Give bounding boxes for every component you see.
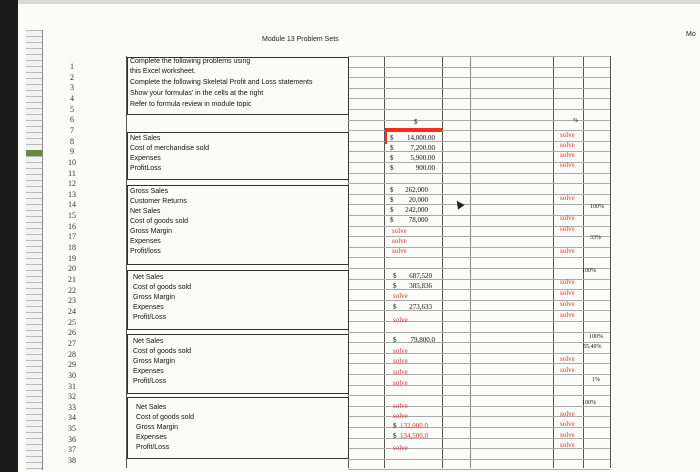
block5-label: Cost of goods sold [136,414,194,421]
block4-label: Gross Margin [133,358,176,365]
block2-label: Cost of goods sold [130,218,188,225]
b2-solve[interactable]: solve [392,227,407,235]
grid-row-line [348,374,610,375]
block3-label: Gross Margin [133,294,176,301]
block5-label: Net Sales [136,404,167,411]
b3-value[interactable]: 273,633 [409,303,432,311]
vertical-ruler [26,30,43,470]
row-number: 31 [68,381,76,391]
row-number: 15 [68,211,76,221]
row-number: 38 [68,456,76,466]
grid-row-line [348,469,610,470]
row-number: 14 [68,200,76,210]
row-number: 2 [70,72,74,82]
right-solve[interactable]: solve [560,214,575,222]
b3-solve[interactable]: solve [393,316,408,324]
b3-dollar: $ [393,303,397,311]
b4-solve[interactable]: solve [393,368,408,376]
row-number: 8 [70,136,74,146]
row-number: 23 [68,296,76,306]
right-solve[interactable]: solve [560,441,575,449]
instruction-line-4: Show your formulas' in the cells at the right [130,90,264,97]
header-dollar: $ [414,118,418,126]
right-pct: 33% [590,235,601,241]
row-number: 12 [68,179,76,189]
b3-dollar: $ [393,282,397,290]
instruction-line-5: Refer to formula review in module topic [130,101,252,108]
block4-label: Profit/Loss [133,378,167,385]
right-solve[interactable]: solve [560,278,575,286]
row-number: 6 [70,115,74,125]
right-solve[interactable]: solve [560,161,575,169]
grid-row-line [348,109,610,110]
b1-value[interactable]: 900.00 [415,164,435,172]
row-number: 7 [70,125,74,135]
right-solve[interactable]: solve [560,194,575,202]
b2-solve[interactable]: solve [392,247,407,255]
row-number: 29 [68,360,76,370]
b5-dollar: $ [393,432,397,440]
window-left-edge [0,0,18,472]
b2-dollar: $ [390,196,394,204]
block2-label: Gross Margin [130,228,173,235]
right-solve[interactable]: solve [560,151,575,159]
block3-label: Cost of goods sold [133,284,191,291]
b1-value[interactable]: 7,200.00 [410,144,435,152]
grid-row-line [348,236,610,237]
block2-label: Profit/loss [130,248,161,255]
row-number: 3 [70,83,74,93]
b2-value[interactable]: 242,000 [405,206,428,214]
block2-label: Customer Returns [130,198,187,205]
b2-dollar: $ [390,206,394,214]
row-number: 27 [68,338,76,348]
b5-value[interactable]: 132,000.0 [400,422,428,430]
b1-dollar: $ [390,144,394,152]
row-number: 10 [68,157,76,167]
b1-dollar: $ [390,134,394,142]
grid-row-line [348,98,610,99]
right-solve[interactable]: solve [560,247,575,255]
block2-label: Expenses [130,238,161,245]
row-number: 32 [68,392,76,402]
row-number: 33 [68,402,76,412]
block5-label: Gross Margin [136,424,179,431]
b1-dollar: $ [390,154,394,162]
b2-dollar: $ [390,216,394,224]
b4-solve[interactable]: solve [393,347,408,355]
b1-value[interactable]: 5,900.00 [410,154,435,162]
row-number: 28 [68,349,76,359]
grid-row-line [348,385,610,386]
block1-label: Cost of merchandise sold [130,145,209,152]
grid-line [610,56,611,468]
grid-row-line [348,406,610,407]
block3-label: Net Sales [133,274,164,281]
block1-label: ProfitLoss [130,165,162,172]
right-pct: 1% [592,377,600,383]
block2-label: Gross Sales [130,188,169,195]
b5-dollar: $ [393,422,397,430]
row-number: 34 [68,413,76,423]
row-number: 20 [68,264,76,274]
block3-label: Profit/Loss [133,314,167,321]
row-number: 37 [68,445,76,455]
b4-value[interactable]: 79,800.0 [410,336,435,344]
right-pct: 100% [590,204,604,210]
highlight [385,128,442,132]
row-number: 13 [68,189,76,199]
instruction-line-2: this Excel worksheet. [130,68,196,75]
right-solve[interactable]: solve [560,420,575,428]
grid-row-line [348,67,610,68]
grid-row-line [348,120,610,121]
row-number: 36 [68,434,76,444]
b4-solve[interactable]: solve [393,357,408,365]
right-solve[interactable]: solve [560,131,575,139]
right-solve[interactable]: solve [560,300,575,308]
instruction-line-3: Complete the following Skeletal Profit and Loss statements [130,79,313,86]
row-number: 26 [68,328,76,338]
row-number: 11 [68,168,76,178]
row-number: 5 [70,104,74,114]
b2-value[interactable]: 20,000 [408,196,428,204]
grid-row-line [348,257,610,258]
grid-row-line [348,395,610,396]
block2-label: Net Sales [130,208,161,215]
block4-label: Expenses [133,368,164,375]
b2-value[interactable]: 262,000 [405,186,428,194]
block1-label: Net Sales [130,135,161,142]
row-number: 22 [68,285,76,295]
instruction-line-1: Complete the following problems using [130,58,251,65]
b4-dollar: $ [393,336,397,344]
b3-dollar: $ [393,272,397,280]
row-number: 19 [68,253,76,263]
block5-label: Expenses [136,434,167,441]
ruler-marker [26,150,42,156]
pct-header: % [573,118,578,124]
right-solve[interactable]: solve [560,141,575,149]
row-number: 18 [68,243,76,253]
b5-solve[interactable]: solve [393,444,408,452]
right-solve[interactable]: solve [560,225,575,233]
b4-solve[interactable]: solve [393,379,408,387]
grid-row-line [348,321,610,322]
b2-solve[interactable]: solve [392,237,407,245]
right-pct: 55.40% [583,344,602,350]
b5-solve[interactable]: solve [393,412,408,420]
right-pct: 100% [582,400,596,406]
block3-label: Expenses [133,304,164,311]
grid-row-line [348,268,610,269]
row-number: 1 [70,62,74,71]
row-number: 30 [68,370,76,380]
b2-value[interactable]: 78,000 [408,216,428,224]
row-number: 4 [70,93,74,103]
right-solve[interactable]: solve [560,410,575,418]
row-number: 24 [68,306,76,316]
grid-row-line [348,459,610,460]
block1-label: Expenses [130,155,161,162]
row-number: 21 [68,275,76,284]
b2-dollar: $ [390,186,394,194]
row-number: 17 [68,232,76,242]
right-solve[interactable]: solve [560,366,575,374]
b3-value[interactable]: 385,836 [409,282,432,290]
right-pct: 100% [589,334,603,340]
grid-row-line [348,183,610,184]
row-number: 16 [68,221,76,231]
grid-row-line [348,363,610,364]
block4-label: Cost of goods sold [133,348,191,355]
grid-row-line [348,56,610,57]
b1-dollar: $ [390,164,394,172]
grid-row-line [348,353,610,354]
row-number: 25 [68,317,76,327]
right-solve[interactable]: solve [560,311,575,319]
corner-text: Mo [686,31,696,38]
page-title: Module 13 Problem Sets [262,36,339,43]
grid-row-line [348,332,610,333]
grid-row-line [348,77,610,78]
b5-solve[interactable]: solve [393,402,408,410]
row-number: 9 [70,147,74,157]
right-solve[interactable]: solve [560,355,575,363]
right-pct: 100% [582,268,596,274]
row-number: 35 [68,424,76,434]
right-solve[interactable]: solve [560,289,575,297]
b5-value[interactable]: 134,500.0 [400,432,428,440]
grid-row-line [348,88,610,89]
block5-label: Profit/Loss [136,444,170,451]
b1-value[interactable]: 14,000.00 [407,134,435,142]
right-solve[interactable]: solve [560,431,575,439]
block4-label: Net Sales [133,338,164,345]
b3-value[interactable]: 687,520 [409,272,432,280]
b3-solve[interactable]: solve [393,292,408,300]
grid-row-line [348,173,610,174]
